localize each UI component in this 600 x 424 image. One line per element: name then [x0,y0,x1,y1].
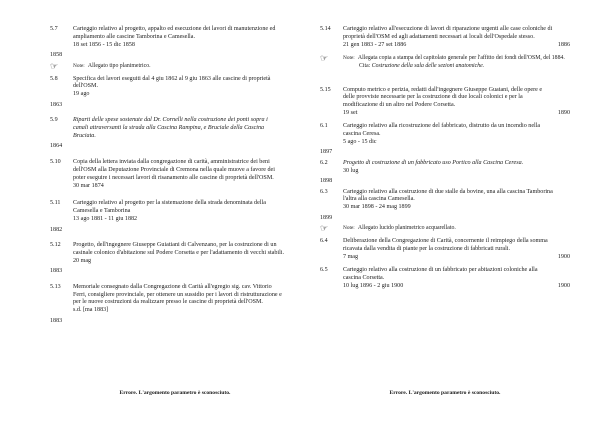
right-column [320,26,570,290]
entry-date: 19 set [343,110,358,117]
entry-6-3 [320,189,570,213]
note [50,60,300,71]
entry-date: 18 set 1856 - 15 dic 1858 [73,41,135,48]
entry-number: 5.13 [50,283,61,290]
entry-description: Progetto, dell'ingegnere Giuseppe Guiatiani di Calvenzano, per la costruzione di un casinale colonico d'abitazione sul Podere Corsetta e per l'adattamento di vecchi stabili. [73,242,285,256]
entry-number: 5.9 [50,117,58,124]
year-heading: 1882 [50,226,63,233]
entry-year: 1900 [557,253,570,260]
cita-text: Costruzione della sala delle sezioni anatomiche. [371,62,485,69]
entry-number: 5.8 [50,75,58,82]
note-text: Allegata copia a stampa del capitolato generale per l'affitto dei fondi dell'OSM, del 1884. [357,54,565,61]
year-heading: 1898 [320,178,333,185]
entry-year: 1900 [557,282,570,289]
entry-date: s.d. [ma 1883] [73,307,109,314]
entry-5-8 [50,76,300,100]
entry-number: 5.15 [320,86,331,93]
entry-6-5 [320,267,570,291]
note-label: Note: [343,54,355,61]
entry-number: 6.3 [320,188,328,195]
entry-date: 7 mag [343,253,359,260]
entry-5-15 [320,87,570,119]
entry-date: 5 ago - 15 dic [343,138,377,145]
entry-5-10 [50,159,300,191]
entry-description: Deliberazione della Congregazione di Carità, concernente il reimpiego della somma ricavata dalla vendita di piante per la costruzione di fabbricati rurali. [343,238,548,252]
entry-date: 13 ago 1881 - 11 giu 1882 [73,216,138,223]
entry-date: 30 lug [343,167,359,174]
entry-number: 5.12 [50,242,61,249]
entry-date: 20 mag [73,257,92,264]
entry-6-2 [320,160,570,176]
entry-number: 5.10 [50,158,61,165]
entry-date: 30 mar 1874 [73,182,104,189]
entry-description: Riparti delle spese sostenute dal Dr. Cornelli nella costruzione dei ponti sopra i canali attraversanti la strada alla Cascina Rampina, e Bruciale della Cascina Bruciata. [73,117,268,139]
cita-label: Cita: [359,62,371,69]
entry-description: Memoriale consegnato dalla Congregazione di Carità all'egregio sig. cav. Vittorio Ferri, consigliere provinciale, per ottenere un sussidio per i lavori di ristrutturazione e per le nuove costruzioni da realizzare presso le cascine di proprietà dell'OSM. [73,283,282,306]
entry-5-7 [50,26,300,50]
year-heading: 1899 [320,214,333,221]
entry-description: Carteggio relativo alla costruzione di due stalle da bovine, una alla cascina Tamborina l'altra alla cascina Camesella. [343,188,553,203]
entry-date: 19 ago [73,91,90,98]
entry-5-11 [50,200,300,224]
pointing-hand-icon: ☞ [50,60,59,71]
entry-number: 5.11 [50,200,61,207]
entry-date: 21 gen 1883 - 27 set 1886 [343,41,407,48]
year-heading: 1863 [50,101,63,108]
entry-description: Carteggio relativo all'esecuzione di lavori di riparazione urgenti alle case coloniche di proprietà dell'OSM ed agli adattamenti necessari ai locali dell'Ospedale stesso. [343,26,553,40]
entry-description: Carteggio relativo alla costruzione di un fabbricato per abitazioni coloniche alla cascina Corsetta. [343,266,538,281]
pointing-hand-icon: ☞ [320,223,329,234]
entry-description: Carteggio relativo al progetto per la sistemazione della strada denominata della Camesella e Tamborina [73,200,266,215]
entry-5-14 [320,26,570,50]
entry-date: 10 lug 1896 - 2 giu 1900 [343,282,404,289]
note [320,225,570,233]
entry-description: Carteggio relativo al progetto, appalto ed esecuzione dei lavori di manutenzione ed ampliamento alle cascine Tamborina e Camesella. [73,26,276,40]
entry-5-9 [50,117,300,141]
entry-description: Specifica dei lavori eseguiti dal 4 giu 1862 al 9 giu 1863 alle cascine di proprietà dell'OSM. [73,75,271,90]
entry-5-12 [50,242,300,266]
year-heading: 1858 [50,52,63,59]
page-footer: Errore. L'argomento parametro è sconosciuto. [389,390,501,396]
entry-description: Carteggio relativo alla ricostruzione del fabbricato, distrutto da un incendio nella cascina Ceresa. [343,123,541,138]
entry-number: 5.7 [50,26,58,32]
entry-number: 6.2 [320,159,328,166]
note [320,52,570,71]
note-text: Allegato lucido planimetrico acquarellato. [357,225,456,232]
entry-number: 6.5 [320,266,328,273]
entry-number: 5.14 [320,26,331,32]
entry-number: 6.1 [320,123,328,130]
year-heading: 1864 [50,143,63,150]
page-footer: Errore. L'argomento parametro è sconosciuto. [119,390,231,396]
year-heading: 1883 [50,317,63,324]
entry-6-1 [320,123,570,147]
note-text: Allegato tipo planimetrico. [87,62,151,69]
year-heading: 1897 [320,149,333,156]
entry-year: 1886 [557,41,570,48]
entry-6-4 [320,238,570,262]
entry-description: Progetto di costruzione di un fabbricato uso Portico alla Cascina Ceresa. [343,159,524,166]
entry-5-13 [50,284,300,316]
entry-date: 30 mar 1898 - 24 mag 1899 [343,204,411,211]
entry-number: 6.4 [320,238,328,245]
entry-description: Computo metrico e perizia, redatti dall'ingegnere Giuseppe Guatani, delle opere e delle provviste necessarie per la costruzione di due locali colonici e per la modificazione di un altro nel Podere Corsetta. [343,86,543,109]
entry-description: Copia della lettera inviata dalla congregazione di carità, amministratrice dei beni dell'OSM alla Deputazione Provinciale di Cremona nella quale muove a favore dei poter eseguire i necessari lavori di risanamento alle cascine di proprietà dell'OSM. [73,158,275,181]
note-label: Note: [73,62,85,69]
pointing-hand-icon: ☞ [320,52,329,63]
year-heading: 1883 [50,268,63,275]
left-column [50,26,300,328]
note-label: Note: [343,225,355,232]
entry-year: 1890 [557,110,570,117]
